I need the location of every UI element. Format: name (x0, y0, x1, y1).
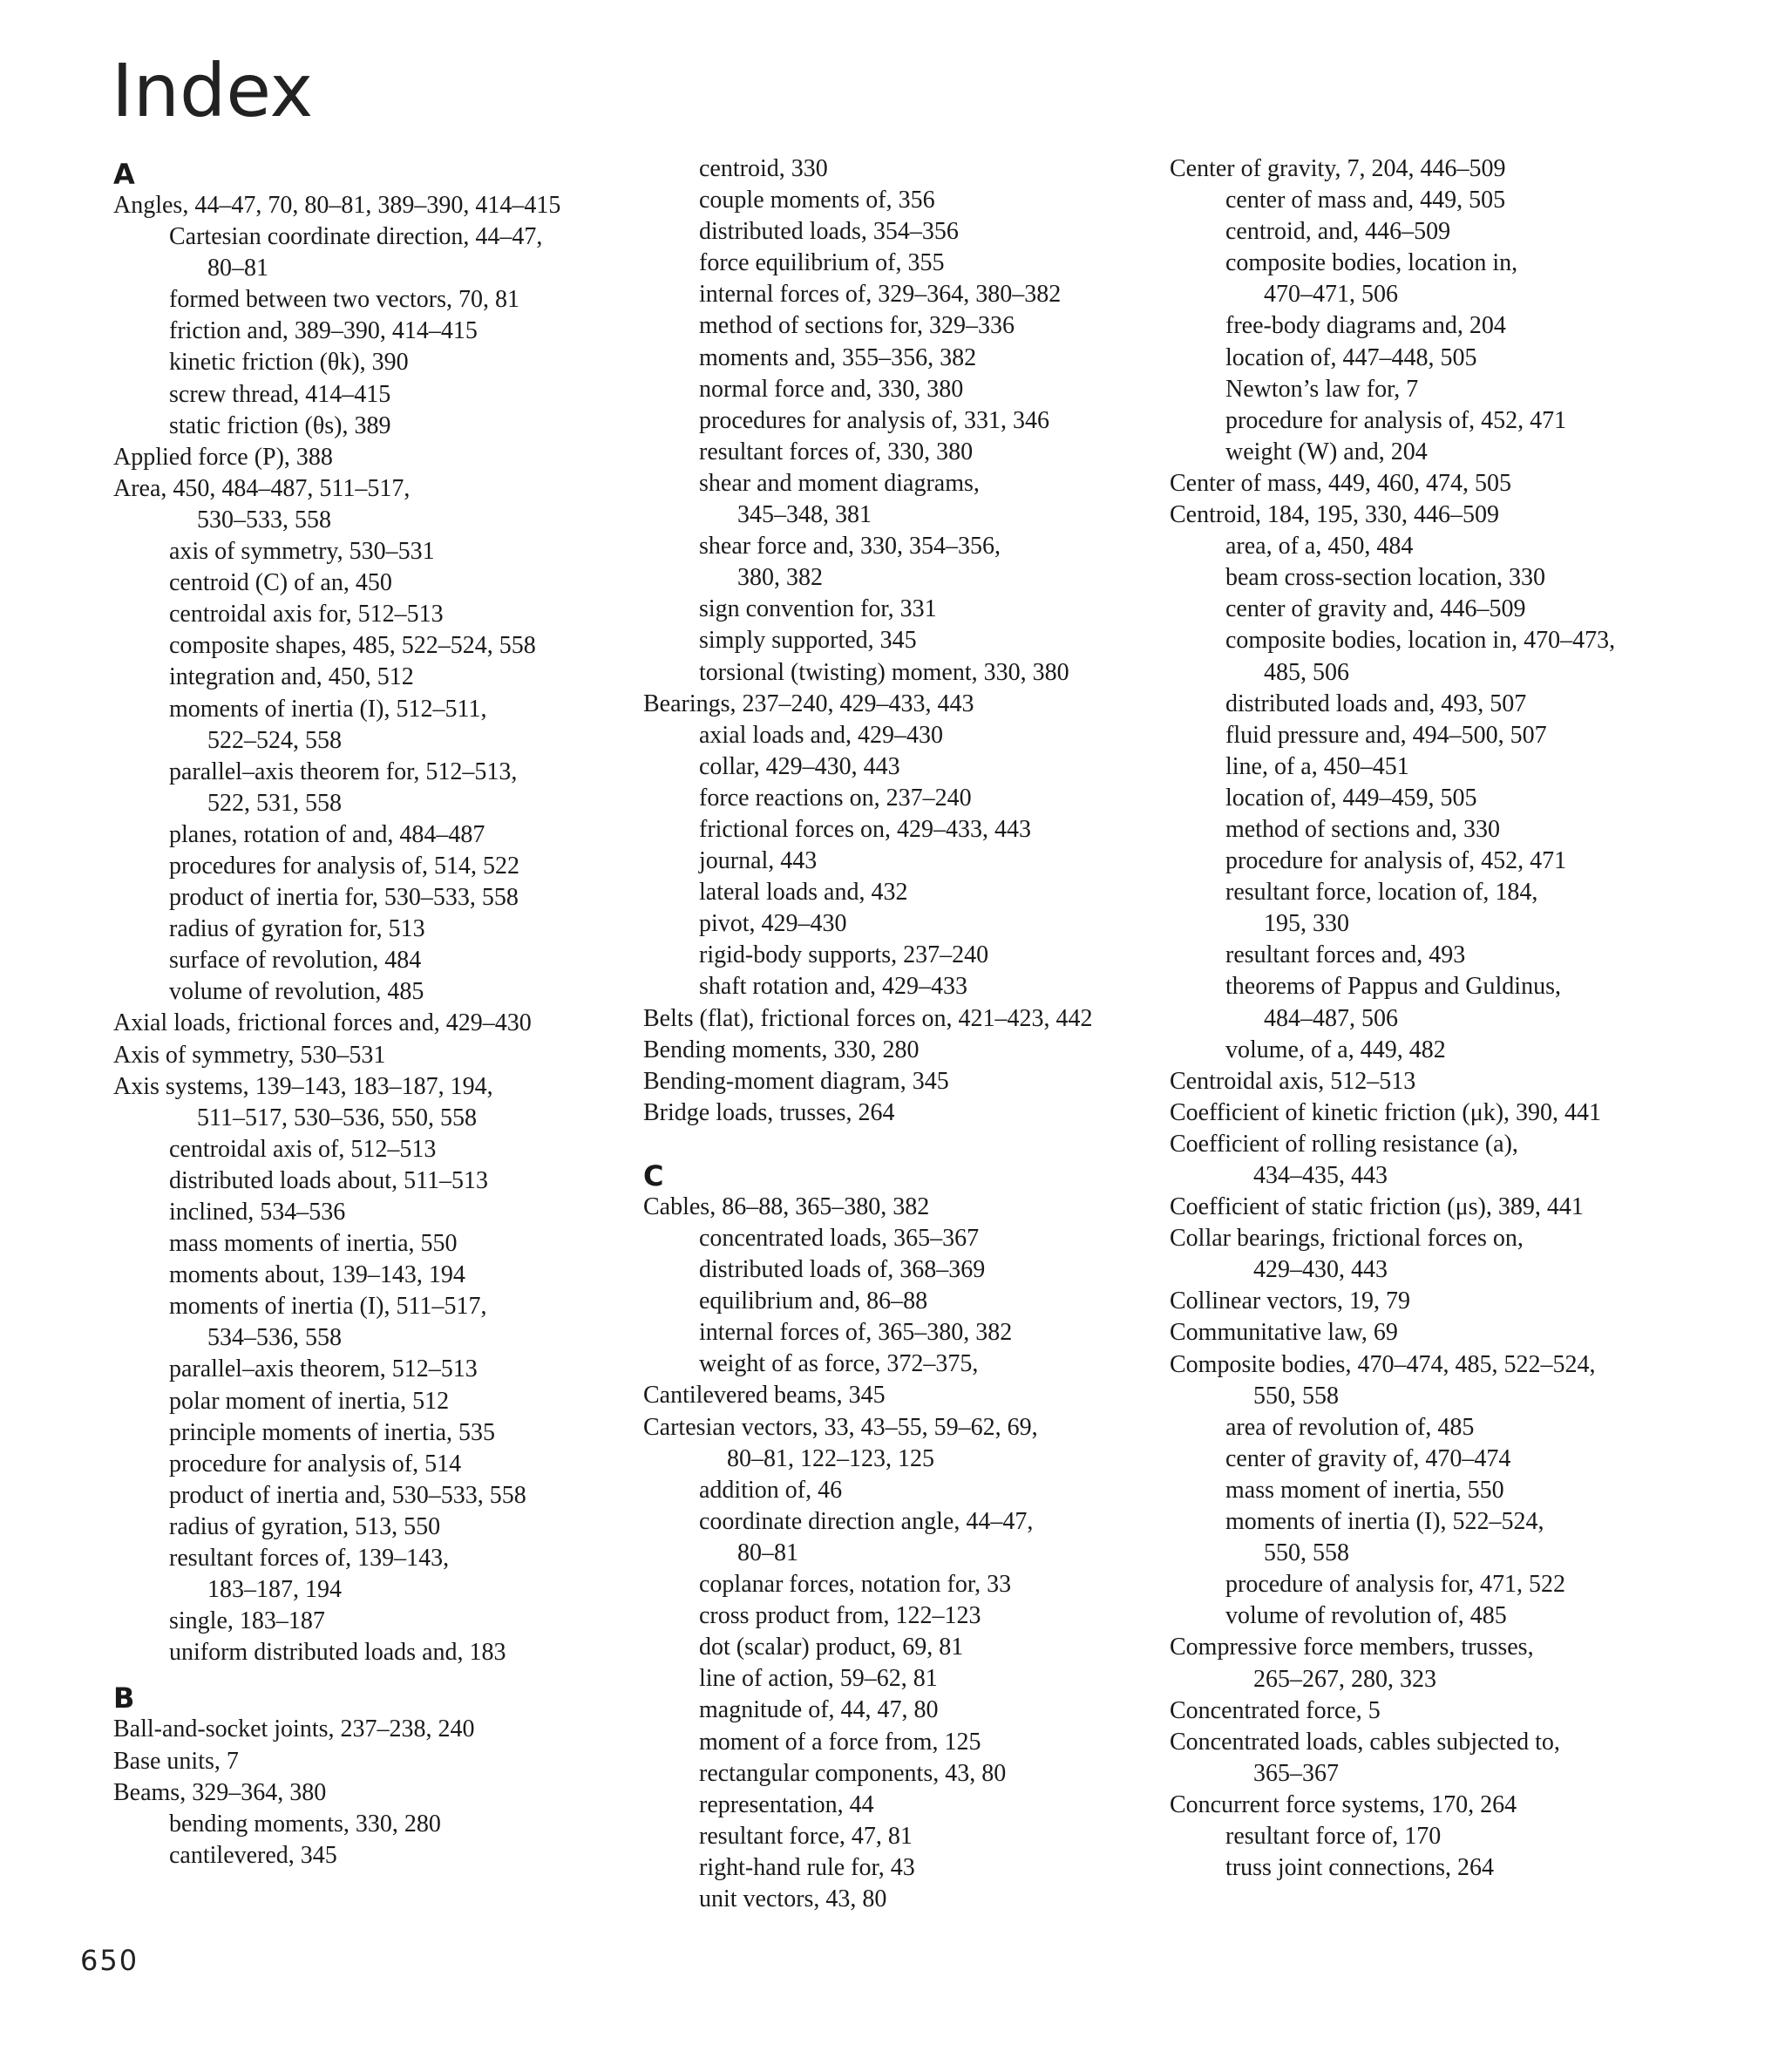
index-subentry: single, 183–187 (169, 1607, 325, 1635)
index-entry: Bending moments, 330, 280 (643, 1036, 920, 1063)
index-subentry: volume, of a, 449, 482 (1225, 1036, 1446, 1063)
index-subentry: product of inertia and, 530–533, 558 (169, 1481, 526, 1509)
index-subentry: distributed loads and, 493, 507 (1225, 690, 1527, 717)
index-subentry: moment of a force from, 125 (699, 1728, 981, 1756)
index-subentry: inclined, 534–536 (169, 1199, 346, 1226)
index-subentry: unit vectors, 43, 80 (699, 1885, 887, 1912)
index-entry-continuation: 484–487, 506 (1264, 1004, 1398, 1032)
index-subentry: resultant force, 47, 81 (699, 1822, 913, 1850)
index-subentry: internal forces of, 365–380, 382 (699, 1319, 1013, 1347)
index-subentry: method of sections for, 329–336 (699, 312, 1015, 340)
index-entry-continuation: 511–517, 530–536, 550, 558 (197, 1104, 477, 1131)
index-subentry: composite bodies, location in, (1225, 249, 1518, 277)
index-subentry: cantilevered, 345 (169, 1841, 337, 1869)
index-subentry: fluid pressure and, 494–500, 507 (1225, 721, 1547, 749)
index-entry: Collar bearings, frictional forces on, (1170, 1225, 1524, 1253)
index-entry-continuation: 380, 382 (737, 564, 823, 592)
index-subentry: equilibrium and, 86–88 (699, 1287, 928, 1315)
index-subentry: line, of a, 450–451 (1225, 752, 1409, 780)
index-subentry: volume of revolution of, 485 (1225, 1602, 1507, 1630)
index-subentry: moments of inertia (I), 512–511, (169, 695, 487, 723)
index-entry-continuation: 522, 531, 558 (207, 789, 342, 817)
index-subentry: couple moments of, 356 (699, 187, 935, 214)
index-subentry: resultant forces of, 139–143, (169, 1545, 450, 1573)
index-entry: Communitative law, 69 (1170, 1319, 1398, 1347)
index-subentry: bending moments, 330, 280 (169, 1810, 441, 1838)
index-entry: Bridge loads, trusses, 264 (643, 1098, 895, 1126)
index-subentry: cross product from, 122–123 (699, 1602, 981, 1630)
index-entry-continuation: 183–187, 194 (207, 1576, 342, 1604)
index-entry: Cantilevered beams, 345 (643, 1382, 886, 1410)
index-subentry: frictional forces on, 429–433, 443 (699, 815, 1032, 843)
index-subentry: simply supported, 345 (699, 627, 917, 655)
index-subentry: Newton’s law for, 7 (1225, 375, 1419, 403)
index-subentry: kinetic friction (θk), 390 (169, 349, 409, 377)
index-entry-continuation: 550, 558 (1264, 1539, 1349, 1567)
index-subentry: force reactions on, 237–240 (699, 784, 972, 812)
index-entry: Center of mass, 449, 460, 474, 505 (1170, 469, 1511, 497)
index-subentry: truss joint connections, 264 (1225, 1854, 1494, 1882)
index-subentry: screw thread, 414–415 (169, 380, 391, 408)
index-subentry: mass moment of inertia, 550 (1225, 1476, 1504, 1504)
index-subentry: center of mass and, 449, 505 (1225, 187, 1506, 214)
index-subentry: procedures for analysis of, 514, 522 (169, 852, 520, 880)
index-subentry: collar, 429–430, 443 (699, 752, 900, 780)
index-subentry: procedure of analysis for, 471, 522 (1225, 1571, 1565, 1599)
index-subentry: friction and, 389–390, 414–415 (169, 317, 478, 345)
index-subentry: distributed loads about, 511–513 (169, 1166, 489, 1194)
index-subentry: center of gravity and, 446–509 (1225, 595, 1526, 623)
index-subentry: addition of, 46 (699, 1476, 843, 1504)
index-subentry: radius of gyration, 513, 550 (169, 1512, 441, 1540)
index-subentry: method of sections and, 330 (1225, 815, 1500, 843)
index-subentry: moments of inertia (I), 522–524, (1225, 1508, 1544, 1536)
index-entry: Belts (flat), frictional forces on, 421–423, 442 (643, 1004, 1093, 1032)
index-entry-continuation: 365–367 (1253, 1759, 1339, 1787)
index-subentry: moments about, 139–143, 194 (169, 1261, 465, 1289)
index-subentry: rigid-body supports, 237–240 (699, 941, 989, 969)
index-subentry: centroid (C) of an, 450 (169, 569, 392, 597)
index-subentry: parallel–axis theorem, 512–513 (169, 1355, 478, 1383)
index-entry: Bending-moment diagram, 345 (643, 1067, 949, 1095)
index-subentry: axial loads and, 429–430 (699, 721, 943, 749)
index-entry: Area, 450, 484–487, 511–517, (113, 474, 411, 502)
index-subentry: principle moments of inertia, 535 (169, 1418, 496, 1446)
index-subentry: concentrated loads, 365–367 (699, 1225, 980, 1252)
index-subentry: integration and, 450, 512 (169, 663, 414, 691)
index-subentry: weight (W) and, 204 (1225, 438, 1428, 465)
index-subentry: sign convention for, 331 (699, 595, 937, 623)
index-subentry: coordinate direction angle, 44–47, (699, 1507, 1034, 1535)
index-entry: Concentrated loads, cables subjected to, (1170, 1728, 1560, 1756)
section-letter: B (113, 1681, 135, 1715)
index-entry: Cartesian vectors, 33, 43–55, 59–62, 69, (643, 1413, 1038, 1441)
index-subentry: normal force and, 330, 380 (699, 375, 964, 403)
index-entry: Axis of symmetry, 530–531 (113, 1041, 386, 1069)
index-subentry: procedures for analysis of, 331, 346 (699, 406, 1050, 434)
index-entry-continuation: 534–536, 558 (207, 1324, 342, 1352)
index-subentry: moments of inertia (I), 511–517, (169, 1293, 487, 1321)
section-letter: A (113, 158, 135, 191)
index-subentry: planes, rotation of and, 484–487 (169, 820, 485, 848)
index-entry: Center of gravity, 7, 204, 446–509 (1170, 155, 1506, 182)
index-subentry: uniform distributed loads and, 183 (169, 1639, 506, 1667)
index-entry-continuation: 80–81 (737, 1539, 798, 1566)
index-subentry: representation, 44 (699, 1790, 874, 1818)
index-subentry: pivot, 429–430 (699, 910, 847, 938)
index-subentry: magnitude of, 44, 47, 80 (699, 1696, 939, 1724)
index-subentry: centroidal axis for, 512–513 (169, 601, 444, 628)
section-letter: C (643, 1158, 664, 1192)
index-entry: Base units, 7 (113, 1747, 239, 1775)
index-subentry: resultant force of, 170 (1225, 1822, 1442, 1850)
index-subentry: location of, 447–448, 505 (1225, 343, 1477, 371)
index-subentry: area of revolution of, 485 (1225, 1413, 1475, 1441)
index-subentry: lateral loads and, 432 (699, 879, 908, 907)
index-subentry: procedure for analysis of, 452, 471 (1225, 406, 1567, 434)
index-entry-continuation: 429–430, 443 (1253, 1256, 1388, 1284)
index-subentry: centroidal axis of, 512–513 (169, 1135, 437, 1163)
index-subentry: composite bodies, location in, 470–473, (1225, 627, 1616, 655)
index-subentry: distributed loads of, 368–369 (699, 1256, 986, 1284)
index-entry: Collinear vectors, 19, 79 (1170, 1287, 1411, 1315)
index-entry: Concurrent force systems, 170, 264 (1170, 1790, 1517, 1818)
index-subentry: centroid, and, 446–509 (1225, 218, 1451, 246)
index-entry-continuation: 550, 558 (1253, 1382, 1339, 1410)
index-column-1 (113, 153, 636, 1872)
index-entry-continuation: 530–533, 558 (197, 506, 331, 533)
index-entry: Axial loads, frictional forces and, 429–430 (113, 1009, 532, 1037)
index-subentry: line of action, 59–62, 81 (699, 1665, 938, 1693)
index-subentry: Cartesian coordinate direction, 44–47, (169, 223, 543, 251)
index-entry: Axis systems, 139–143, 183–187, 194, (113, 1072, 493, 1100)
index-subentry: resultant force, location of, 184, (1225, 879, 1538, 907)
index-subentry: resultant forces of, 330, 380 (699, 438, 974, 465)
index-subentry: coplanar forces, notation for, 33 (699, 1571, 1012, 1599)
index-subentry: theorems of Pappus and Guldinus, (1225, 973, 1561, 1001)
index-entry: Composite bodies, 470–474, 485, 522–524, (1170, 1350, 1596, 1378)
index-subentry: force equilibrium of, 355 (699, 249, 945, 277)
index-entry: Coefficient of kinetic friction (μk), 390, 441 (1170, 1098, 1602, 1126)
index-entry: Beams, 329–364, 380 (113, 1778, 327, 1806)
index-subentry: journal, 443 (699, 847, 818, 875)
index-subentry: composite shapes, 485, 522–524, 558 (169, 632, 536, 660)
index-subentry: free-body diagrams and, 204 (1225, 312, 1506, 340)
index-subentry: beam cross-section location, 330 (1225, 564, 1546, 592)
index-subentry: weight of as force, 372–375, (699, 1350, 979, 1378)
index-entry: Concentrated force, 5 (1170, 1696, 1381, 1724)
index-subentry: shaft rotation and, 429–433 (699, 973, 967, 1001)
index-subentry: location of, 449–459, 505 (1225, 784, 1477, 812)
index-entry: Coefficient of rolling resistance (a), (1170, 1130, 1518, 1158)
index-entry: Centroid, 184, 195, 330, 446–509 (1170, 501, 1499, 529)
index-subentry: area, of a, 450, 484 (1225, 533, 1414, 560)
index-subentry: polar moment of inertia, 512 (169, 1387, 450, 1415)
index-subentry: surface of revolution, 484 (169, 947, 422, 975)
index-entry-continuation: 80–81, 122–123, 125 (727, 1444, 934, 1472)
index-subentry: parallel–axis theorem for, 512–513, (169, 757, 518, 785)
index-subentry: shear and moment diagrams, (699, 469, 980, 497)
index-subentry: mass moments of inertia, 550 (169, 1230, 458, 1258)
index-entry: Centroidal axis, 512–513 (1170, 1067, 1416, 1095)
page-title: Index (112, 48, 314, 133)
index-subentry: formed between two vectors, 70, 81 (169, 286, 519, 314)
index-subentry: right-hand rule for, 43 (699, 1853, 915, 1881)
index-subentry: distributed loads, 354–356 (699, 218, 959, 246)
index-entry: Ball-and-socket joints, 237–238, 240 (113, 1715, 475, 1743)
index-subentry: shear force and, 330, 354–356, (699, 533, 1001, 560)
index-subentry: centroid, 330 (699, 155, 828, 182)
index-entry-continuation: 470–471, 506 (1264, 281, 1398, 309)
index-subentry: axis of symmetry, 530–531 (169, 538, 435, 566)
index-subentry: torsional (twisting) moment, 330, 380 (699, 658, 1069, 686)
index-entry-continuation: 345–348, 381 (737, 501, 872, 529)
index-entry-continuation: 265–267, 280, 323 (1253, 1665, 1436, 1693)
index-subentry: center of gravity of, 470–474 (1225, 1444, 1511, 1472)
index-subentry: static friction (θs), 389 (169, 411, 391, 439)
page-number: 650 (80, 1944, 139, 1977)
index-entry-continuation: 80–81 (207, 255, 268, 282)
index-subentry: dot (scalar) product, 69, 81 (699, 1634, 964, 1661)
index-subentry: product of inertia for, 530–533, 558 (169, 884, 519, 912)
index-column-2 (643, 153, 1166, 1915)
index-subentry: radius of gyration for, 513 (169, 915, 425, 943)
index-entry: Coefficient of static friction (μs), 389, 441 (1170, 1193, 1584, 1221)
index-entry-continuation: 195, 330 (1264, 910, 1349, 938)
index-entry-continuation: 485, 506 (1264, 658, 1349, 686)
index-entry-continuation: 522–524, 558 (207, 726, 342, 754)
index-subentry: resultant forces and, 493 (1225, 941, 1466, 969)
index-entry: Bearings, 237–240, 429–433, 443 (643, 690, 974, 717)
index-subentry: procedure for analysis of, 514 (169, 1450, 462, 1478)
index-entry-continuation: 434–435, 443 (1253, 1162, 1388, 1189)
index-subentry: moments and, 355–356, 382 (699, 343, 977, 371)
index-subentry: rectangular components, 43, 80 (699, 1759, 1007, 1787)
index-column-3 (1170, 153, 1693, 1884)
index-subentry: volume of revolution, 485 (169, 978, 424, 1006)
index-entry: Cables, 86–88, 365–380, 382 (643, 1192, 930, 1220)
index-entry: Applied force (P), 388 (113, 443, 333, 471)
index-subentry: internal forces of, 329–364, 380–382 (699, 281, 1062, 309)
index-entry: Compressive force members, trusses, (1170, 1634, 1534, 1661)
index-subentry: procedure for analysis of, 452, 471 (1225, 847, 1567, 875)
index-entry: Angles, 44–47, 70, 80–81, 389–390, 414–415 (113, 192, 561, 219)
